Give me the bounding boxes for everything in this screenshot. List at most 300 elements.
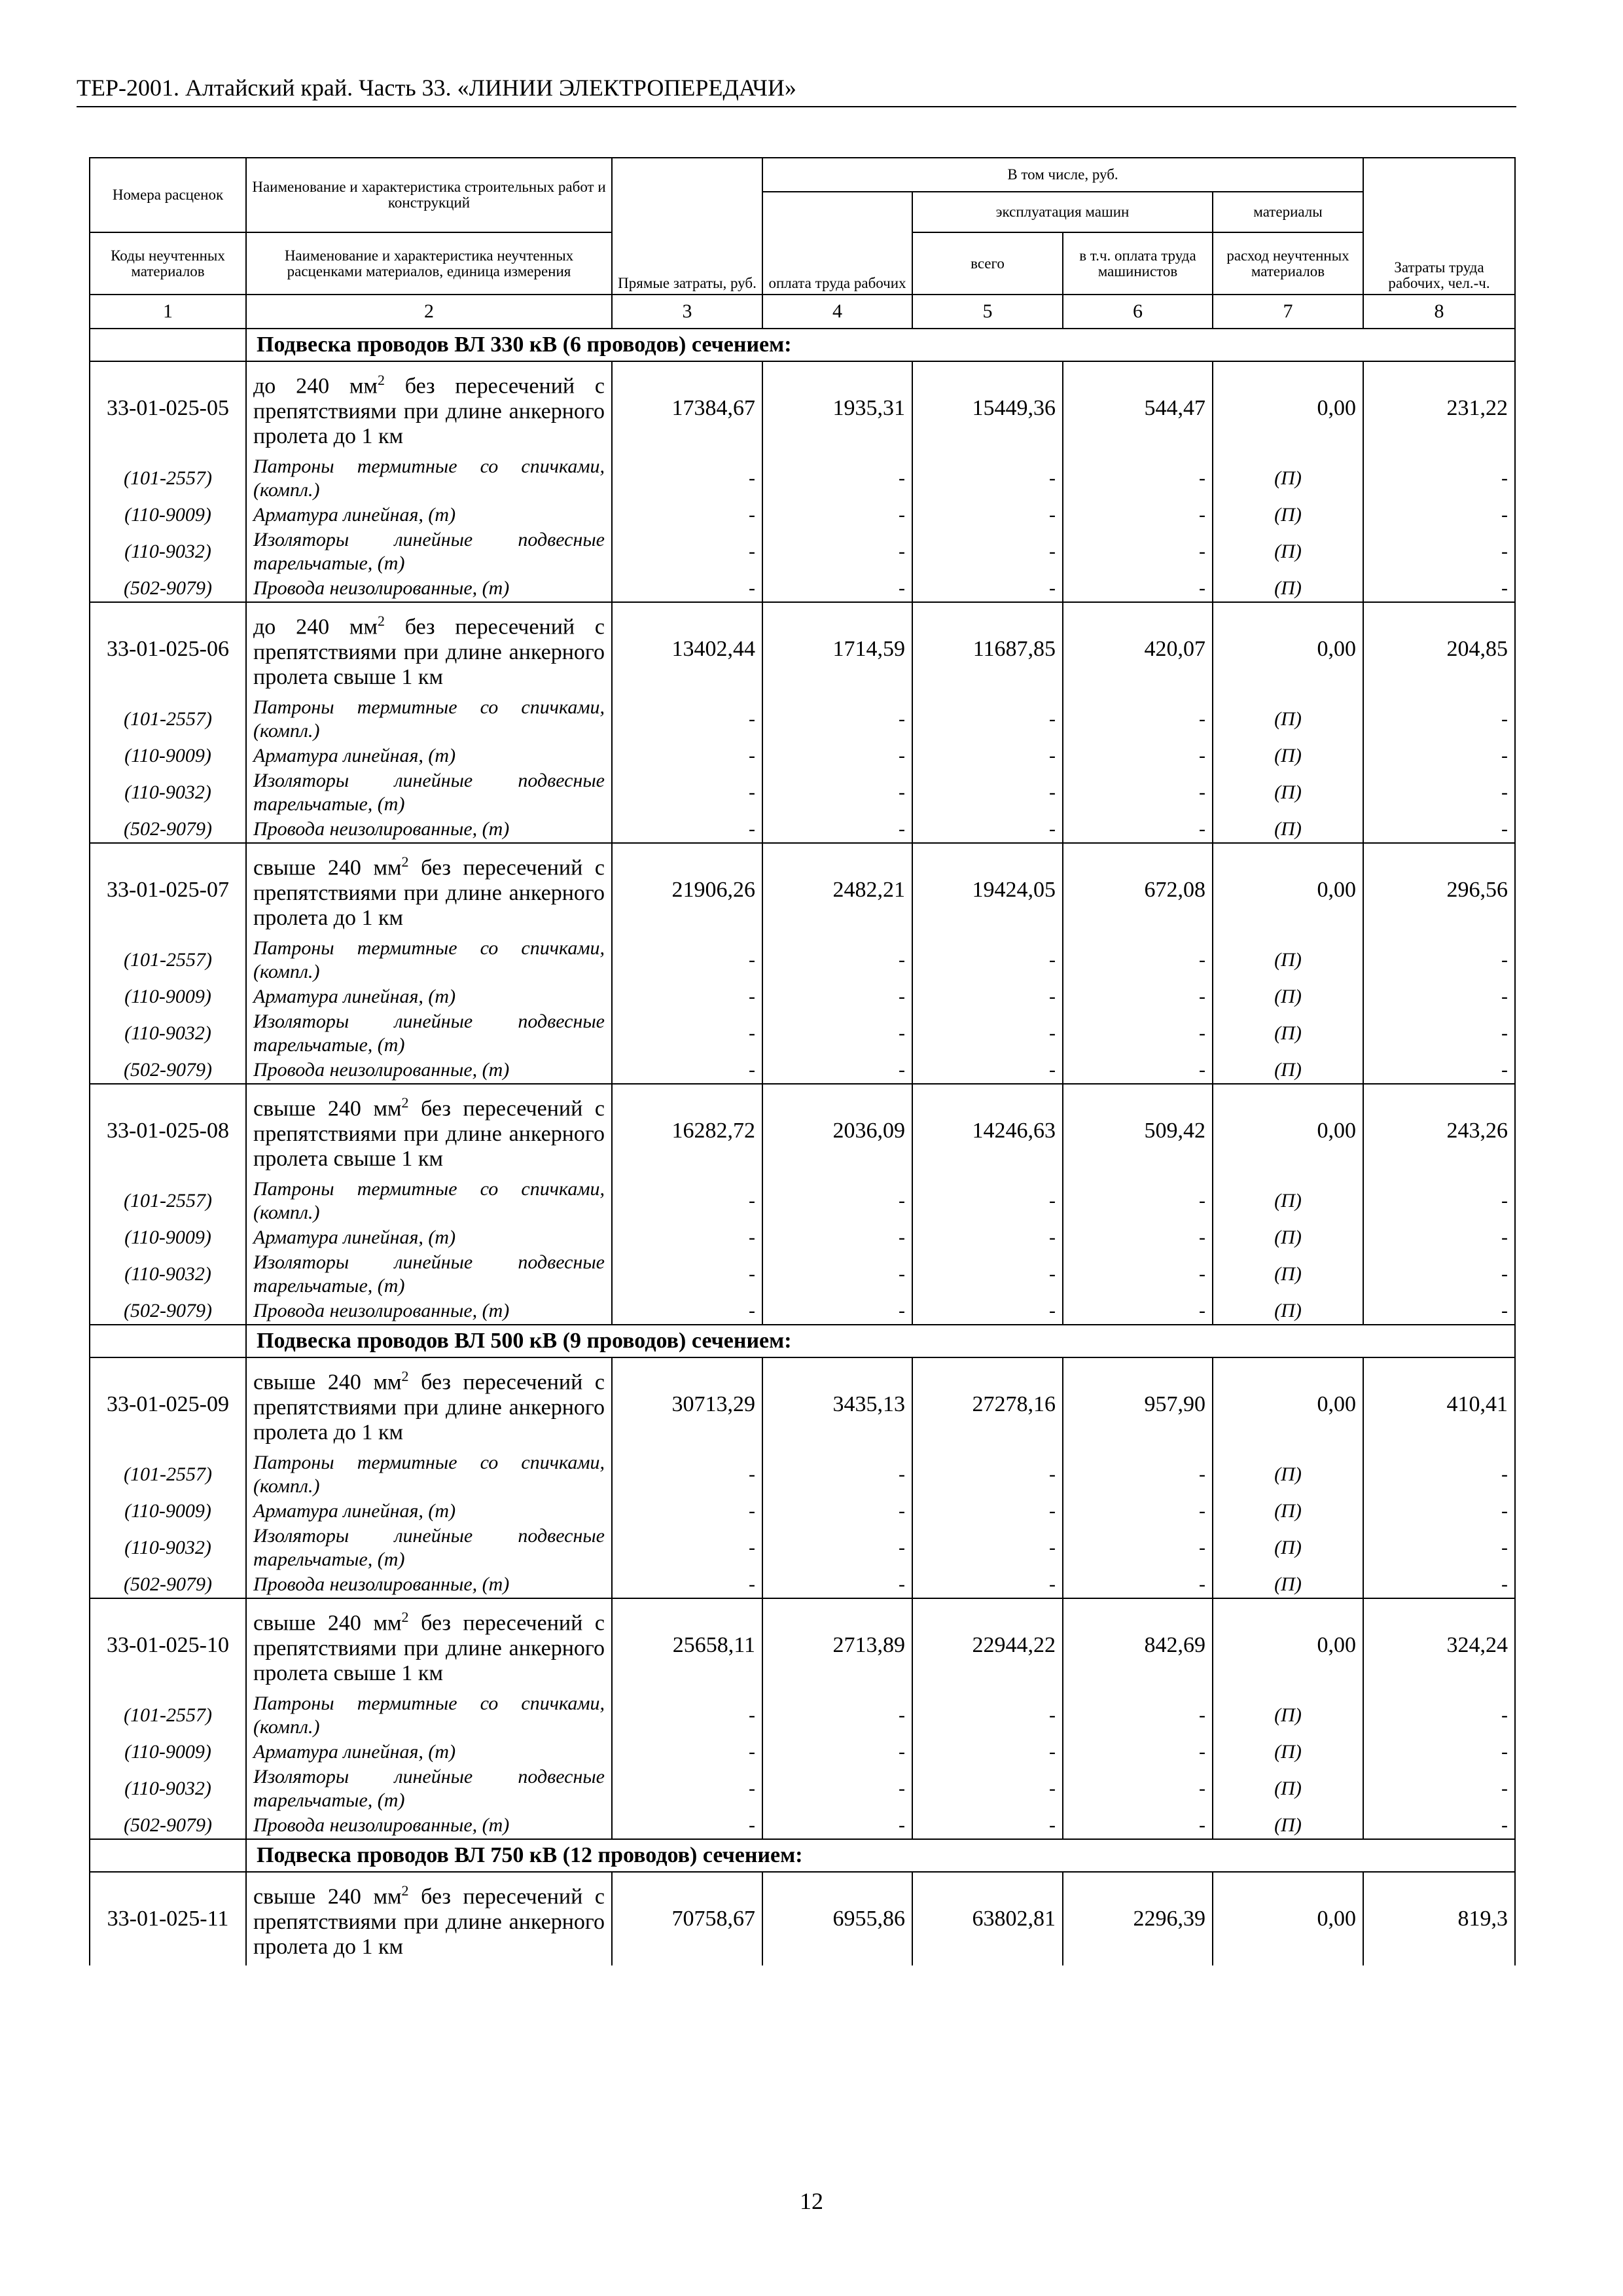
material-value-dash: - (912, 1571, 1063, 1598)
header-machinists-pay: в т.ч. оплата труда машинистов (1063, 232, 1213, 295)
section-title: Подвеска проводов ВЛ 500 кВ (9 проводов) сечением: (246, 1325, 1515, 1357)
direct-costs-value: 16282,72 (612, 1084, 762, 1177)
material-row (90, 502, 1515, 528)
material-value-dash: - (912, 696, 1063, 743)
material-value-dash: - (762, 1498, 912, 1524)
material-code: (101-2557) (90, 455, 246, 502)
labor-costs-value: 324,24 (1363, 1598, 1515, 1692)
material-value-dash: - (1363, 1298, 1515, 1325)
direct-costs-value: 17384,67 (612, 361, 762, 455)
rate-description-start: свыше 240 мм (253, 1370, 402, 1395)
material-flag: (П) (1213, 1177, 1363, 1225)
rate-description-start: свыше 240 мм (253, 1884, 402, 1909)
material-name: Патроны термитные со спичками, (компл.) (246, 1177, 612, 1225)
material-value-dash: - (762, 1812, 912, 1839)
rate-description-start: до 240 мм (253, 374, 378, 399)
material-value-dash: - (912, 1812, 1063, 1839)
rate-description-rest: без пересечений с препятствиями при длине анкерного пролета до 1 км (253, 1884, 605, 1959)
material-row (90, 1225, 1515, 1251)
material-value-dash: - (1363, 1692, 1515, 1739)
machines-total-value: 63802,81 (912, 1872, 1063, 1965)
material-value-dash: - (1063, 575, 1213, 602)
workers-pay-value: 1935,31 (762, 361, 912, 455)
unit-exponent: 2 (401, 853, 409, 870)
material-value-dash: - (1063, 937, 1213, 984)
material-value-dash: - (1063, 502, 1213, 528)
material-value-dash: - (1363, 984, 1515, 1010)
material-value-dash: - (762, 502, 912, 528)
column-number: 5 (912, 295, 1063, 329)
material-value-dash: - (912, 1498, 1063, 1524)
header-material-consumption: расход неучтенных материалов (1213, 232, 1363, 295)
material-flag: (П) (1213, 1765, 1363, 1812)
rate-description (246, 1598, 612, 1692)
rate-row (90, 1598, 1515, 1692)
material-row (90, 1010, 1515, 1057)
material-value-dash: - (912, 816, 1063, 843)
material-value-dash: - (1063, 1251, 1213, 1298)
material-value-dash: - (762, 937, 912, 984)
material-flag: (П) (1213, 1739, 1363, 1765)
material-value-dash: - (612, 1298, 762, 1325)
material-row (90, 743, 1515, 769)
labor-costs-value: 231,22 (1363, 361, 1515, 455)
material-value-dash: - (1063, 1739, 1213, 1765)
material-flag: (П) (1213, 696, 1363, 743)
material-value-dash: - (912, 1251, 1063, 1298)
material-value-dash: - (1363, 1057, 1515, 1084)
workers-pay-value: 2713,89 (762, 1598, 912, 1692)
material-row (90, 1524, 1515, 1571)
material-value-dash: - (762, 1451, 912, 1498)
rate-description (246, 843, 612, 937)
unit-exponent: 2 (377, 613, 385, 630)
column-number: 3 (612, 295, 762, 329)
material-value-dash: - (762, 1225, 912, 1251)
material-name: Арматура линейная, (т) (246, 1225, 612, 1251)
column-number: 4 (762, 295, 912, 329)
column-number: 2 (246, 295, 612, 329)
material-value-dash: - (912, 1765, 1063, 1812)
machinists-pay-value: 509,42 (1063, 1084, 1213, 1177)
material-value-dash: - (612, 937, 762, 984)
labor-costs-value: 243,26 (1363, 1084, 1515, 1177)
workers-pay-value: 1714,59 (762, 602, 912, 696)
material-code: (110-9009) (90, 1498, 246, 1524)
unit-exponent: 2 (401, 1368, 409, 1385)
material-code: (101-2557) (90, 1692, 246, 1739)
column-number: 1 (90, 295, 246, 329)
material-code: (110-9032) (90, 1524, 246, 1571)
material-name: Изоляторы линейные подвесные тарельчатые, (т) (246, 1010, 612, 1057)
material-name: Арматура линейная, (т) (246, 502, 612, 528)
header-rate-numbers: Номера расценок (90, 158, 246, 232)
material-code: (110-9009) (90, 743, 246, 769)
material-value-dash: - (1063, 1765, 1213, 1812)
material-name: Изоляторы линейные подвесные тарельчатые, (т) (246, 769, 612, 816)
material-value-dash: - (1363, 1571, 1515, 1598)
material-value-dash: - (912, 743, 1063, 769)
rate-code: 33-01-025-08 (90, 1084, 246, 1177)
material-row (90, 1692, 1515, 1739)
material-consumption-value: 0,00 (1213, 1084, 1363, 1177)
rate-code: 33-01-025-09 (90, 1357, 246, 1451)
material-value-dash: - (1063, 1010, 1213, 1057)
material-value-dash: - (1063, 1298, 1213, 1325)
header-direct-costs: Прямые затраты, руб. (612, 158, 762, 295)
unit-exponent: 2 (401, 1609, 409, 1626)
workers-pay-value: 3435,13 (762, 1357, 912, 1451)
rate-description-rest: без пересечений с препятствиями при длине анкерного пролета до 1 км (253, 374, 605, 448)
material-value-dash: - (912, 455, 1063, 502)
material-value-dash: - (762, 528, 912, 575)
labor-costs-value: 819,3 (1363, 1872, 1515, 1965)
material-flag: (П) (1213, 455, 1363, 502)
material-value-dash: - (912, 502, 1063, 528)
machines-total-value: 27278,16 (912, 1357, 1063, 1451)
material-flag: (П) (1213, 528, 1363, 575)
material-name: Провода неизолированные, (т) (246, 575, 612, 602)
header-labor-costs: Затраты труда рабочих, чел.-ч. (1363, 158, 1515, 295)
material-value-dash: - (762, 769, 912, 816)
material-value-dash: - (912, 1692, 1063, 1739)
material-row (90, 1571, 1515, 1598)
material-row (90, 1057, 1515, 1084)
material-value-dash: - (1363, 575, 1515, 602)
material-name: Изоляторы линейные подвесные тарельчатые, (т) (246, 1765, 612, 1812)
rate-code: 33-01-025-07 (90, 843, 246, 937)
direct-costs-value: 21906,26 (612, 843, 762, 937)
material-value-dash: - (1063, 743, 1213, 769)
material-code: (110-9032) (90, 1765, 246, 1812)
material-value-dash: - (912, 1451, 1063, 1498)
material-value-dash: - (612, 984, 762, 1010)
material-value-dash: - (912, 1739, 1063, 1765)
material-value-dash: - (612, 1057, 762, 1084)
unit-exponent: 2 (401, 1094, 409, 1111)
material-flag: (П) (1213, 937, 1363, 984)
material-name: Провода неизолированные, (т) (246, 1571, 612, 1598)
material-row (90, 769, 1515, 816)
rate-description (246, 361, 612, 455)
material-flag: (П) (1213, 1498, 1363, 1524)
header-machines: эксплуатация машин (912, 192, 1213, 232)
material-row (90, 1298, 1515, 1325)
column-number: 6 (1063, 295, 1213, 329)
material-value-dash: - (912, 1057, 1063, 1084)
material-flag: (П) (1213, 1692, 1363, 1739)
rate-description (246, 602, 612, 696)
material-value-dash: - (612, 1177, 762, 1225)
material-row (90, 1451, 1515, 1498)
column-number: 7 (1213, 295, 1363, 329)
rate-description-rest: без пересечений с препятствиями при длине анкерного пролета свыше 1 км (253, 615, 605, 689)
material-code: (110-9032) (90, 769, 246, 816)
material-value-dash: - (1363, 1251, 1515, 1298)
material-code: (110-9009) (90, 1739, 246, 1765)
machines-total-value: 15449,36 (912, 361, 1063, 455)
machinists-pay-value: 672,08 (1063, 843, 1213, 937)
material-value-dash: - (912, 1177, 1063, 1225)
material-value-dash: - (612, 1010, 762, 1057)
material-code: (502-9079) (90, 816, 246, 843)
rate-description-rest: без пересечений с препятствиями при длине анкерного пролета до 1 км (253, 855, 605, 930)
workers-pay-value: 6955,86 (762, 1872, 912, 1965)
rate-row (90, 1357, 1515, 1451)
material-name: Изоляторы линейные подвесные тарельчатые, (т) (246, 1524, 612, 1571)
rate-code: 33-01-025-11 (90, 1872, 246, 1965)
rate-code: 33-01-025-10 (90, 1598, 246, 1692)
machines-total-value: 19424,05 (912, 843, 1063, 937)
material-value-dash: - (612, 1524, 762, 1571)
section-title: Подвеска проводов ВЛ 750 кВ (12 проводов) сечением: (246, 1839, 1515, 1872)
material-row (90, 1177, 1515, 1225)
material-value-dash: - (762, 575, 912, 602)
rate-description-start: до 240 мм (253, 615, 378, 639)
rate-row (90, 602, 1515, 696)
material-value-dash: - (612, 1692, 762, 1739)
material-value-dash: - (1363, 528, 1515, 575)
material-flag: (П) (1213, 1298, 1363, 1325)
header-material-names: Наименование и характеристика неучтенных расценками материалов, единица измерения (246, 232, 612, 295)
material-value-dash: - (612, 1498, 762, 1524)
material-value-dash: - (1363, 696, 1515, 743)
material-value-dash: - (1063, 769, 1213, 816)
material-value-dash: - (1063, 1524, 1213, 1571)
material-value-dash: - (612, 528, 762, 575)
material-value-dash: - (762, 1251, 912, 1298)
header-materials: материалы (1213, 192, 1363, 232)
material-code: (110-9032) (90, 528, 246, 575)
material-value-dash: - (612, 502, 762, 528)
section-row (90, 1839, 1515, 1872)
material-code: (110-9032) (90, 1251, 246, 1298)
material-value-dash: - (1063, 984, 1213, 1010)
rate-description (246, 1084, 612, 1177)
material-value-dash: - (612, 1251, 762, 1298)
material-value-dash: - (762, 1739, 912, 1765)
material-row (90, 816, 1515, 843)
material-value-dash: - (1363, 743, 1515, 769)
material-value-dash: - (912, 528, 1063, 575)
section-title: Подвеска проводов ВЛ 330 кВ (6 проводов) сечением: (246, 329, 1515, 361)
material-name: Патроны термитные со спичками, (компл.) (246, 696, 612, 743)
material-value-dash: - (912, 575, 1063, 602)
material-value-dash: - (1363, 1010, 1515, 1057)
material-row (90, 1498, 1515, 1524)
material-value-dash: - (912, 1298, 1063, 1325)
material-name: Арматура линейная, (т) (246, 1498, 612, 1524)
header-work-name: Наименование и характеристика строительных работ и конструкций (246, 158, 612, 232)
labor-costs-value: 204,85 (1363, 602, 1515, 696)
material-value-dash: - (612, 1225, 762, 1251)
material-flag: (П) (1213, 1057, 1363, 1084)
rate-description-start: свыше 240 мм (253, 855, 402, 880)
rates-table (89, 157, 1516, 1965)
section-row (90, 329, 1515, 361)
rate-description-rest: без пересечений с препятствиями при длине анкерного пролета свыше 1 км (253, 1096, 605, 1171)
material-name: Патроны термитные со спичками, (компл.) (246, 455, 612, 502)
header-material-codes: Коды неучтенных материалов (90, 232, 246, 295)
machinists-pay-value: 842,69 (1063, 1598, 1213, 1692)
workers-pay-value: 2036,09 (762, 1084, 912, 1177)
header-including: В том числе, руб. (762, 158, 1363, 192)
material-value-dash: - (1363, 1225, 1515, 1251)
material-consumption-value: 0,00 (1213, 1357, 1363, 1451)
material-value-dash: - (1063, 1225, 1213, 1251)
material-value-dash: - (1363, 1812, 1515, 1839)
material-code: (101-2557) (90, 1177, 246, 1225)
workers-pay-value: 2482,21 (762, 843, 912, 937)
column-numbers-row (90, 295, 1515, 329)
material-value-dash: - (1063, 455, 1213, 502)
material-value-dash: - (1063, 1177, 1213, 1225)
material-name: Провода неизолированные, (т) (246, 1298, 612, 1325)
material-value-dash: - (1063, 1057, 1213, 1084)
machines-total-value: 22944,22 (912, 1598, 1063, 1692)
machinists-pay-value: 544,47 (1063, 361, 1213, 455)
material-value-dash: - (762, 984, 912, 1010)
column-number: 8 (1363, 295, 1515, 329)
material-value-dash: - (612, 696, 762, 743)
material-value-dash: - (912, 984, 1063, 1010)
section-spacer (90, 329, 246, 361)
material-value-dash: - (1063, 1812, 1213, 1839)
material-value-dash: - (1363, 769, 1515, 816)
material-row (90, 1812, 1515, 1839)
header-machines-total: всего (912, 232, 1063, 295)
table-body (90, 329, 1515, 1965)
material-code: (502-9079) (90, 1812, 246, 1839)
material-value-dash: - (762, 1177, 912, 1225)
material-code: (101-2557) (90, 696, 246, 743)
material-row (90, 528, 1515, 575)
material-value-dash: - (912, 1524, 1063, 1571)
material-value-dash: - (1063, 816, 1213, 843)
rate-description-rest: без пересечений с препятствиями при длине анкерного пролета до 1 км (253, 1370, 605, 1444)
material-flag: (П) (1213, 575, 1363, 602)
section-row (90, 1325, 1515, 1357)
material-code: (101-2557) (90, 937, 246, 984)
material-code: (110-9009) (90, 1225, 246, 1251)
material-value-dash: - (912, 769, 1063, 816)
material-flag: (П) (1213, 1225, 1363, 1251)
material-value-dash: - (612, 1765, 762, 1812)
material-value-dash: - (762, 743, 912, 769)
rate-row (90, 1084, 1515, 1177)
material-flag: (П) (1213, 1251, 1363, 1298)
direct-costs-value: 25658,11 (612, 1598, 762, 1692)
material-code: (502-9079) (90, 575, 246, 602)
material-name: Арматура линейная, (т) (246, 1739, 612, 1765)
material-code: (110-9009) (90, 502, 246, 528)
material-flag: (П) (1213, 984, 1363, 1010)
material-value-dash: - (1363, 937, 1515, 984)
material-consumption-value: 0,00 (1213, 602, 1363, 696)
machines-total-value: 11687,85 (912, 602, 1063, 696)
material-value-dash: - (1363, 816, 1515, 843)
material-value-dash: - (1363, 455, 1515, 502)
material-code: (502-9079) (90, 1571, 246, 1598)
machinists-pay-value: 420,07 (1063, 602, 1213, 696)
material-consumption-value: 0,00 (1213, 1598, 1363, 1692)
material-name: Изоляторы линейные подвесные тарельчатые, (т) (246, 1251, 612, 1298)
material-row (90, 937, 1515, 984)
rate-description-start: свыше 240 мм (253, 1611, 402, 1636)
section-spacer (90, 1325, 246, 1357)
material-flag: (П) (1213, 816, 1363, 843)
material-value-dash: - (762, 455, 912, 502)
material-value-dash: - (1363, 1177, 1515, 1225)
material-value-dash: - (912, 1010, 1063, 1057)
page-header: ТЕР-2001. Алтайский край. Часть 33. «ЛИНИИ ЭЛЕКТРОПЕРЕДАЧИ» (77, 73, 1516, 107)
unit-exponent: 2 (377, 372, 385, 389)
material-value-dash: - (612, 1812, 762, 1839)
material-value-dash: - (762, 1298, 912, 1325)
material-row (90, 575, 1515, 602)
material-value-dash: - (762, 816, 912, 843)
labor-costs-value: 410,41 (1363, 1357, 1515, 1451)
material-value-dash: - (762, 1765, 912, 1812)
material-name: Патроны термитные со спичками, (компл.) (246, 1692, 612, 1739)
material-flag: (П) (1213, 1451, 1363, 1498)
material-name: Изоляторы линейные подвесные тарельчатые, (т) (246, 528, 612, 575)
material-value-dash: - (1363, 1765, 1515, 1812)
material-value-dash: - (912, 937, 1063, 984)
material-consumption-value: 0,00 (1213, 843, 1363, 937)
material-value-dash: - (762, 1571, 912, 1598)
rate-row (90, 1872, 1515, 1965)
material-flag: (П) (1213, 1524, 1363, 1571)
material-value-dash: - (762, 1524, 912, 1571)
material-flag: (П) (1213, 1010, 1363, 1057)
machines-total-value: 14246,63 (912, 1084, 1063, 1177)
material-name: Патроны термитные со спичками, (компл.) (246, 1451, 612, 1498)
material-value-dash: - (1063, 528, 1213, 575)
rate-description (246, 1357, 612, 1451)
material-value-dash: - (1363, 1524, 1515, 1571)
material-code: (110-9032) (90, 1010, 246, 1057)
material-value-dash: - (912, 1225, 1063, 1251)
material-row (90, 984, 1515, 1010)
material-value-dash: - (1063, 1692, 1213, 1739)
section-spacer (90, 1839, 246, 1872)
material-value-dash: - (1363, 1498, 1515, 1524)
labor-costs-value: 296,56 (1363, 843, 1515, 937)
material-consumption-value: 0,00 (1213, 1872, 1363, 1965)
header-workers-pay: оплата труда рабочих (762, 192, 912, 295)
material-name: Арматура линейная, (т) (246, 984, 612, 1010)
material-value-dash: - (1363, 1451, 1515, 1498)
material-row (90, 1739, 1515, 1765)
material-row (90, 1765, 1515, 1812)
material-code: (110-9009) (90, 984, 246, 1010)
material-row (90, 696, 1515, 743)
material-flag: (П) (1213, 1812, 1363, 1839)
material-value-dash: - (762, 696, 912, 743)
material-code: (502-9079) (90, 1057, 246, 1084)
material-value-dash: - (612, 1739, 762, 1765)
rate-description (246, 1872, 612, 1965)
rate-description-start: свыше 240 мм (253, 1096, 402, 1121)
material-name: Провода неизолированные, (т) (246, 1812, 612, 1839)
material-consumption-value: 0,00 (1213, 361, 1363, 455)
material-value-dash: - (612, 1451, 762, 1498)
material-value-dash: - (612, 743, 762, 769)
material-value-dash: - (612, 455, 762, 502)
material-name: Арматура линейная, (т) (246, 743, 612, 769)
material-row (90, 1251, 1515, 1298)
